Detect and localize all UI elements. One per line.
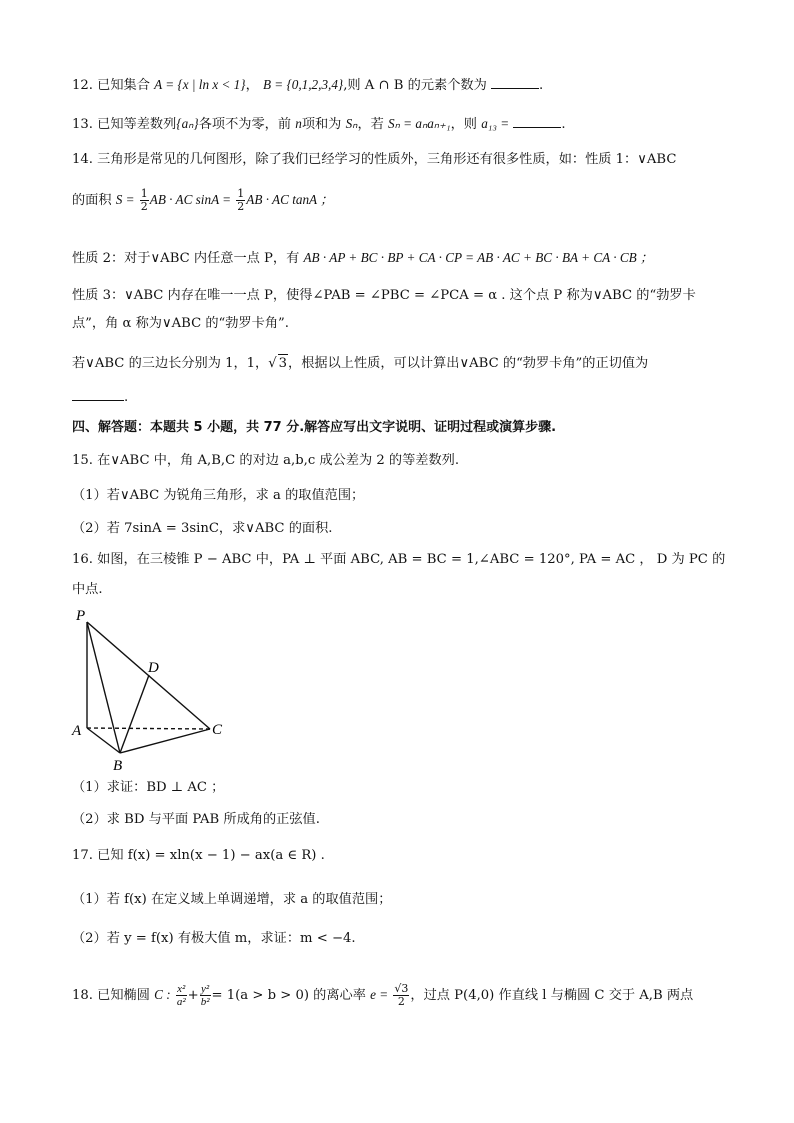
section-4-heading: 四、解答题：本题共 5 小题，共 77 分.解答应写出文字说明、证明过程或演算步骤. xyxy=(72,420,557,435)
q17-part2: （2）若 y = f(x) 有极大值 m，求证：m < −4. xyxy=(72,931,356,946)
q12-answer-blank[interactable] xyxy=(491,76,539,89)
q13-sn: Sₙ xyxy=(345,116,358,131)
label-d: D xyxy=(148,660,159,676)
q18-rest1: = 1(a > b > 0) 的离心率 xyxy=(211,988,366,1003)
q18-frac-x xyxy=(176,983,187,1008)
q18-prefix: 18. 已知椭圆 xyxy=(72,988,150,1003)
q13-text1: 各项不为零，前 xyxy=(198,117,292,132)
q18-y2: y² xyxy=(201,983,210,995)
q15-part1: （1）若∨ABC 为锐角三角形，求 a 的取值范围； xyxy=(72,488,365,503)
q13-prefix: 13. 已知等差数列 xyxy=(72,117,177,132)
q14-mid: AB · AC sinA = xyxy=(149,192,232,207)
q16-line2: 中点. xyxy=(72,582,103,597)
q14-frac-den-2: 2 xyxy=(237,200,245,213)
question-12 xyxy=(72,76,722,95)
q18-frac-e xyxy=(393,983,409,1008)
q12-sep: ， xyxy=(245,78,259,93)
question-13 xyxy=(72,115,722,134)
q14-frac-num-2: 1 xyxy=(237,187,245,200)
q14-prop2-label: 性质 2：对于∨ABC 内任意一点 P，有 xyxy=(72,251,300,266)
q14-frac-num-1: 1 xyxy=(140,187,148,200)
q14-sqrt3: 3 xyxy=(278,356,288,371)
q14-area-label: 的面积 xyxy=(72,193,112,208)
q18-two: 2 xyxy=(397,995,405,1008)
q14-line2 xyxy=(72,188,722,213)
label-p: P xyxy=(76,608,86,624)
q14-answer-blank[interactable] xyxy=(72,388,124,401)
q14-frac-den-1: 2 xyxy=(140,200,148,213)
q18-e: e = xyxy=(370,987,389,1002)
q12-end: . xyxy=(538,78,544,93)
q13-text2: 项和为 xyxy=(301,117,342,132)
q14-line4: 性质 3：∨ABC 内存在唯一一点 P，使得∠PAB = ∠PBC = ∠PCA = α . 这个点 P 称为∨ABC 的“勃罗卡 xyxy=(72,288,696,303)
edge-pb xyxy=(87,622,120,753)
q18-a2: a² xyxy=(176,996,186,1008)
q13-end: . xyxy=(561,117,566,132)
q12-suffix: ,则 A ∩ B 的元素个数为 xyxy=(343,78,487,93)
q18-c: C : xyxy=(154,987,171,1002)
q14-line5: 点”，角 α 称为∨ABC 的“勃罗卡角”. xyxy=(72,316,289,331)
label-a: A xyxy=(72,723,82,739)
label-c: C xyxy=(212,722,223,738)
question-18: 18. 已知椭圆 C : $\frac{\text{x²}}{\text{a²}}$ + $\frac{\text{y²}}{\text{b²}}$ = 1(a > b > 0) 的离心率 e = $\frac{√3}{2}$ ，过点 P(4,0) 作直线 l 与椭圆 C 交于 A,B 两点 xyxy=(72,982,694,1008)
q13-eq: Sₙ = aₙaₙ₊₁ xyxy=(388,116,451,131)
sqrt-icon: √ xyxy=(268,356,277,371)
q14-line3 xyxy=(72,249,722,268)
pyramid-figure xyxy=(70,605,240,773)
q18-b2: b² xyxy=(200,996,210,1008)
q12-set-a: A = {x | ln x < 1} xyxy=(154,77,246,92)
q14-half-frac-2 xyxy=(236,188,245,213)
q14-s: S = xyxy=(115,192,135,207)
q13-a13: a₁₃ = xyxy=(481,116,510,131)
q13-seq: {aₙ} xyxy=(176,116,199,131)
edge-ac-dashed xyxy=(87,728,210,729)
q14-half-frac-1 xyxy=(140,188,149,213)
q14-end-dot: . xyxy=(124,390,129,405)
q16-line1: 16. 如图，在三棱锥 P − ABC 中，PA ⊥ 平面 ABC, AB = BC = 1,∠ABC = 120°, PA = AC ， D 为 PC 的 xyxy=(72,552,726,567)
label-b: B xyxy=(113,758,123,773)
q14-sides: 若∨ABC 的三边长分别为 1，1， xyxy=(72,356,269,371)
q14-line1: 14. 三角形是常见的几何图形，除了我们已经学习的性质外，三角形还有很多性质，如：性质 1：∨ABC xyxy=(72,152,677,167)
q17-line1: 17. 已知 f(x) = xln(x − 1) − ax(a ∈ R) . xyxy=(72,848,325,863)
q18-x2: x² xyxy=(177,983,186,995)
q16-part2: （2）求 BD 与平面 PAB 所成角的正弦值. xyxy=(72,812,320,827)
q13-text4: ，则 xyxy=(450,117,477,132)
q14-end: AB · AC tanA ； xyxy=(246,192,334,207)
q18-sqrt3: √3 xyxy=(394,982,409,995)
q16-part1: （1）求证：BD ⊥ AC ； xyxy=(72,780,225,795)
q15-line1: 15. 在∨ABC 中，角 A,B,C 的对边 a,b,c 成公差为 2 的等差数列. xyxy=(72,453,460,468)
q13-answer-blank[interactable] xyxy=(513,115,561,128)
q14-line7 xyxy=(72,388,722,407)
edge-bc xyxy=(120,729,210,753)
q18-rest2: ，过点 P(4,0) 作直线 l 与椭圆 C 交于 A,B 两点 xyxy=(410,988,694,1003)
q12-prefix: 12. 已知集合 xyxy=(72,78,150,93)
q13-n: n xyxy=(295,116,302,131)
q14-line6 xyxy=(72,354,722,373)
q14-prop2-formula: AB · AP + BC · BP + CA · CP = AB · AC + BC · BA + CA · CB ； xyxy=(303,250,654,265)
edge-bd xyxy=(120,675,149,753)
q18-frac-y xyxy=(200,983,211,1008)
q14-ask: ，根据以上性质，可以计算出∨ABC 的“勃罗卡角”的正切值为 xyxy=(288,356,649,371)
q15-part2: （2）若 7sinA = 3sinC，求∨ABC 的面积. xyxy=(72,521,333,536)
q17-part1: （1）若 f(x) 在定义域上单调递增，求 a 的取值范围； xyxy=(72,892,392,907)
q13-text3: ，若 xyxy=(357,117,384,132)
q12-set-b: B = {0,1,2,3,4} xyxy=(262,77,344,92)
